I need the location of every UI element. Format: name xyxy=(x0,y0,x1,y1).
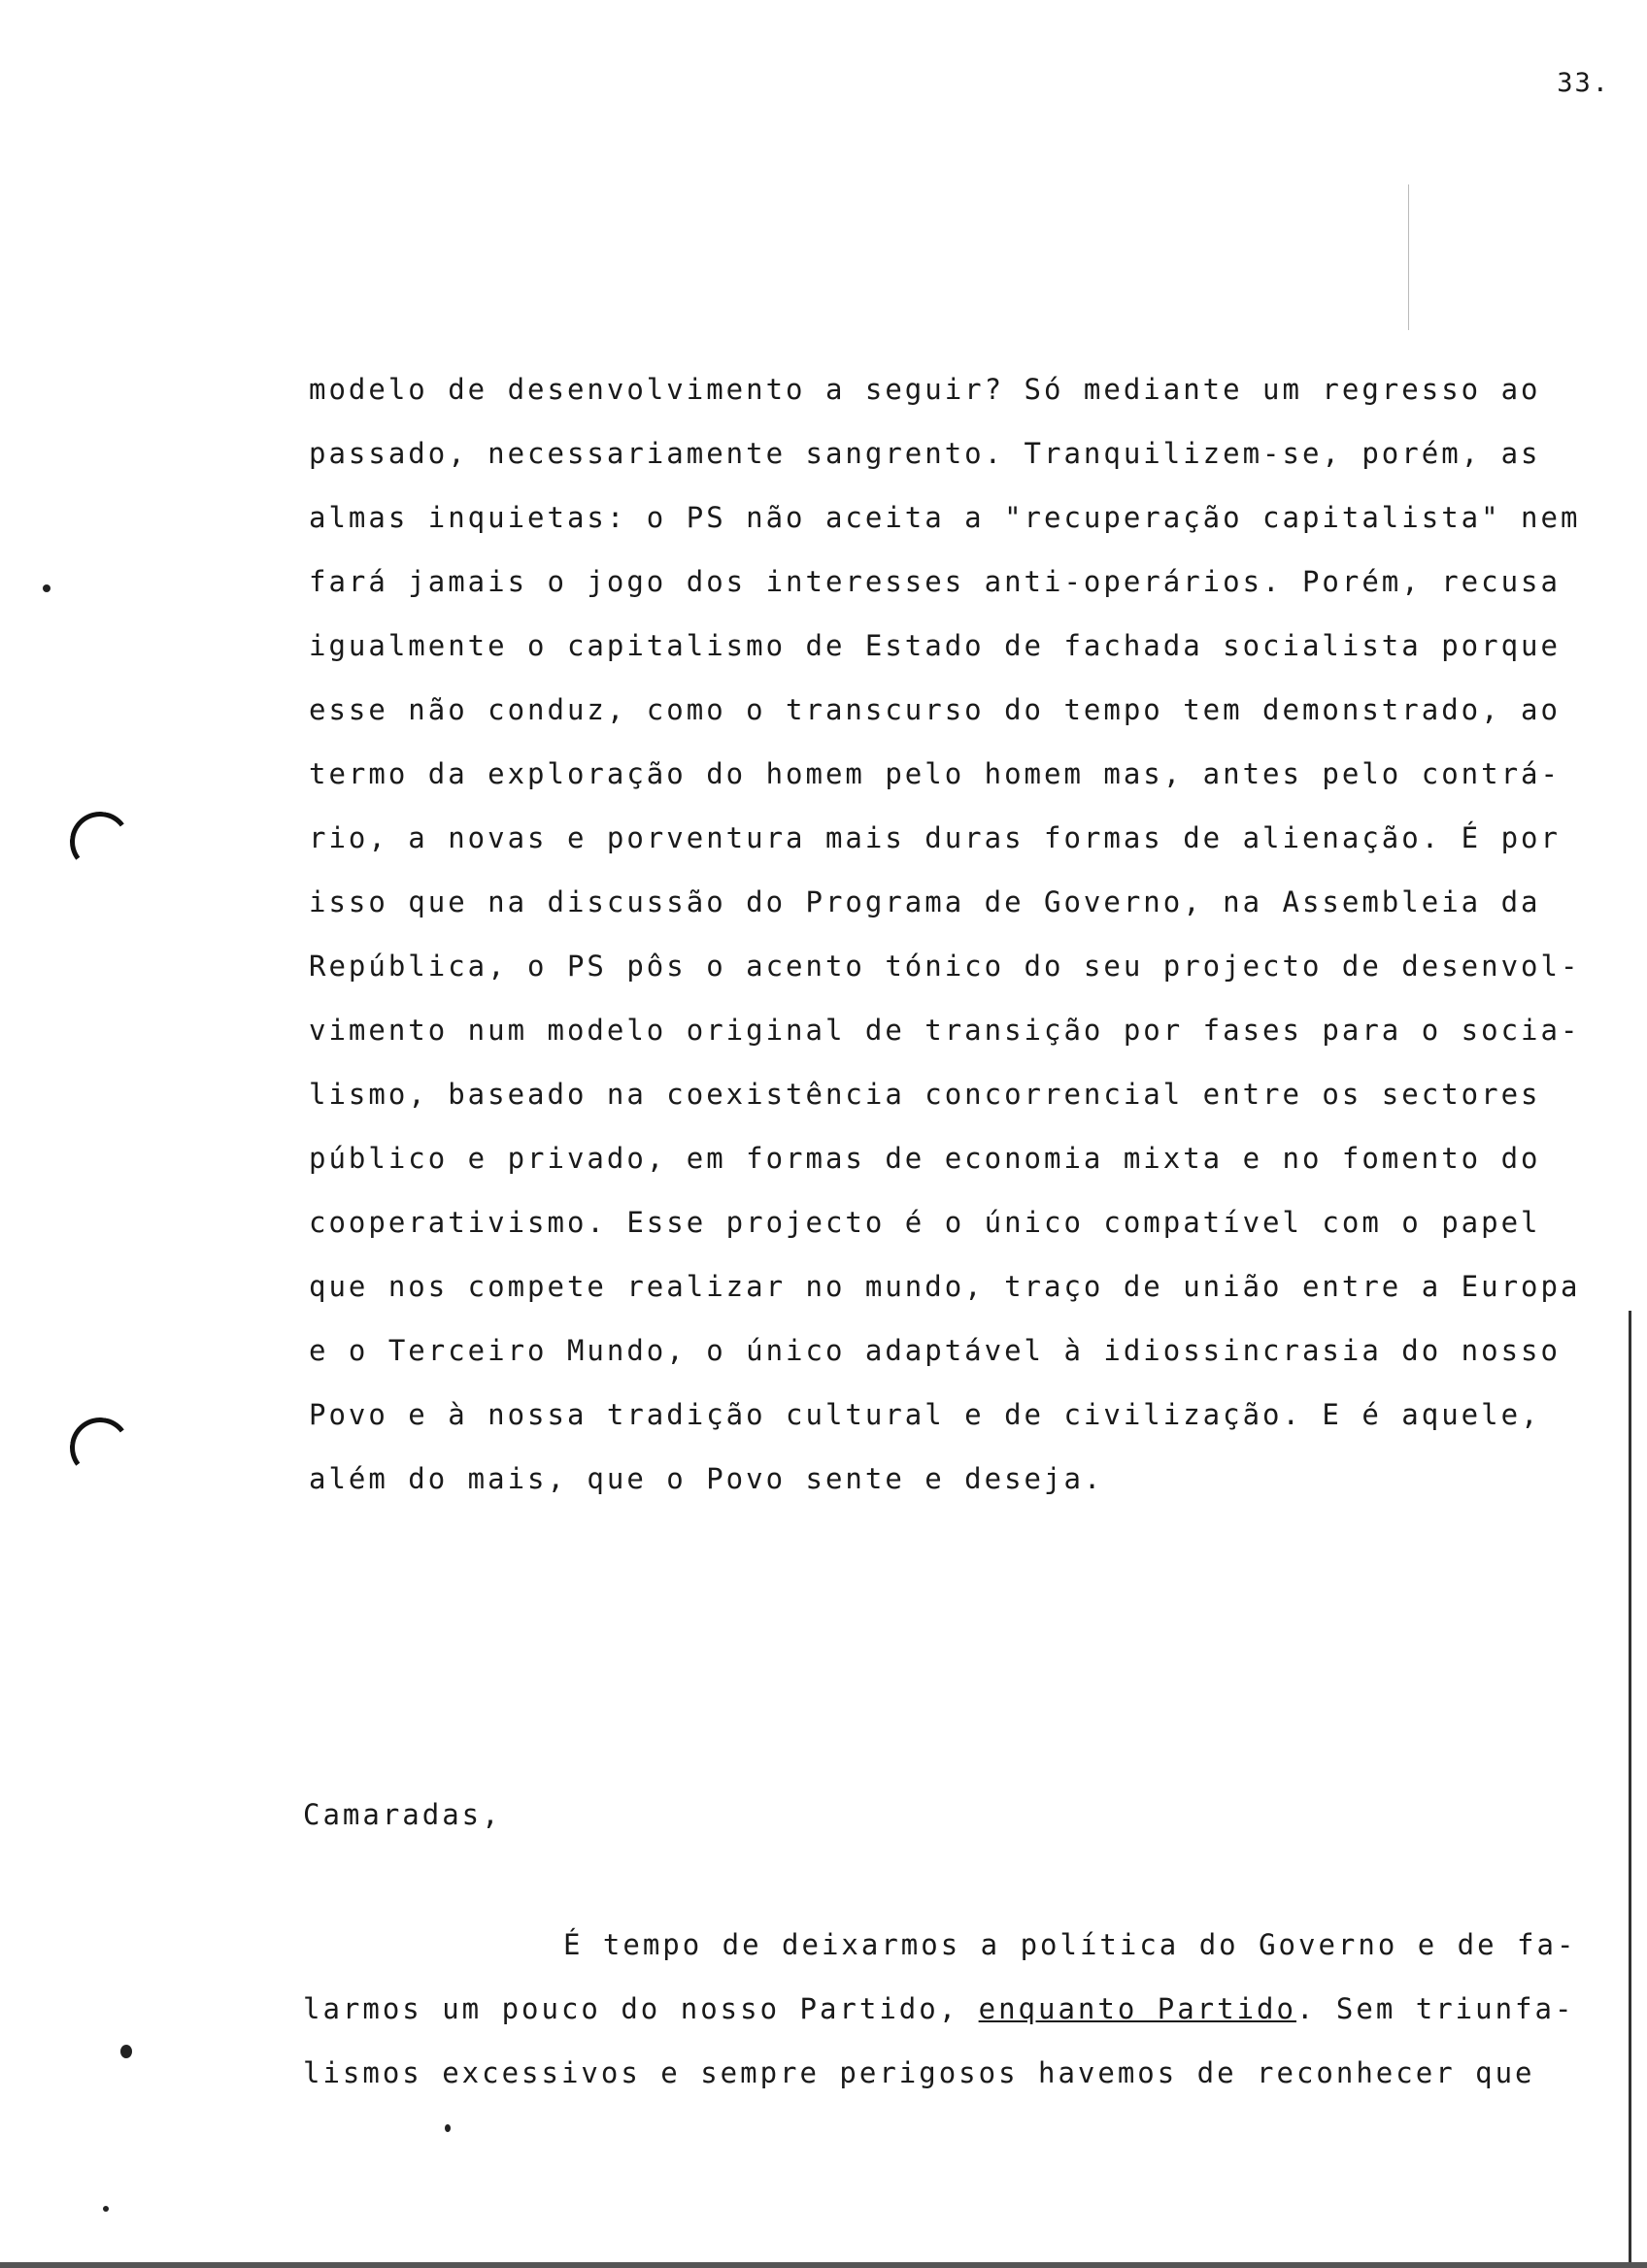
text-line: lismo, baseado na coexistência concorrencial entre os sectores xyxy=(309,1078,1541,1111)
text-line xyxy=(303,1977,1595,2041)
scan-bottom-edge xyxy=(0,2262,1647,2268)
punch-hole-mark xyxy=(66,1414,134,1482)
text-line: modelo de desenvolvimento a seguir? Só mediante um regresso ao xyxy=(309,373,1541,406)
text-line: termo da exploração do homem pelo homem mas, antes pelo contrá- xyxy=(309,757,1561,790)
text-line: esse não conduz, como o transcurso do tempo tem demonstrado, ao xyxy=(309,693,1561,726)
text-line: fará jamais o jogo dos interesses anti-operários. Porém, recusa xyxy=(309,565,1561,598)
text-line: cooperativismo. Esse projecto é o único compatível com o papel xyxy=(309,1206,1541,1239)
text-line: rio, a novas e porventura mais duras formas de alienação. É por xyxy=(309,821,1561,854)
text-line: vimento num modelo original de transição por fases para o socia- xyxy=(309,1014,1581,1047)
punch-hole-mark xyxy=(66,808,134,876)
text-line: lismos excessivos e sempre perigosos havemos de reconhecer que xyxy=(303,2056,1535,2089)
text-line: que nos compete realizar no mundo, traço de união entre a Europa xyxy=(309,1270,1581,1303)
scan-speck xyxy=(43,584,50,592)
scan-edge-line xyxy=(1629,1311,1631,2268)
text-line: almas inquietas: o PS não aceita a "recuperação capitalista" nem xyxy=(309,501,1581,534)
text-line: e o Terceiro Mundo, o único adaptável à idiossincrasia do nosso xyxy=(309,1334,1561,1367)
text-line: passado, necessariamente sangrento. Tranquilizem-se, porém, as xyxy=(309,437,1541,470)
underlined-phrase: enquanto Partido xyxy=(978,1992,1296,2025)
paragraph-1 xyxy=(309,357,1591,1511)
text-line: isso que na discussão do Programa de Governo, na Assembleia da xyxy=(309,885,1541,918)
scan-speck xyxy=(120,2045,132,2058)
text-segment: . Sem triunfa- xyxy=(1295,1992,1575,2025)
salutation: Camaradas, xyxy=(303,1798,502,1831)
text-line: igualmente o capitalismo de Estado de fachada socialista porque xyxy=(309,629,1561,662)
text-line: além do mais, que o Povo sente e deseja. xyxy=(309,1462,1104,1495)
margin-mark xyxy=(1408,184,1409,330)
text-line: República, o PS pôs o acento tónico do seu projecto de desenvol- xyxy=(309,950,1581,983)
scan-speck xyxy=(445,2124,451,2132)
paragraph-2 xyxy=(303,1913,1595,2105)
text-line: público e privado, em formas de economia mixta e no fomento do xyxy=(309,1142,1541,1175)
text-segment: larmos um pouco do nosso Partido, xyxy=(303,1992,979,2025)
text-line: É tempo de deixarmos a política do Governo e de fa- xyxy=(563,1928,1577,1961)
text-line: Povo e à nossa tradição cultural e de civilização. E é aquele, xyxy=(309,1398,1541,1431)
page-number: 33. xyxy=(1557,68,1610,98)
scan-speck xyxy=(103,2206,109,2212)
